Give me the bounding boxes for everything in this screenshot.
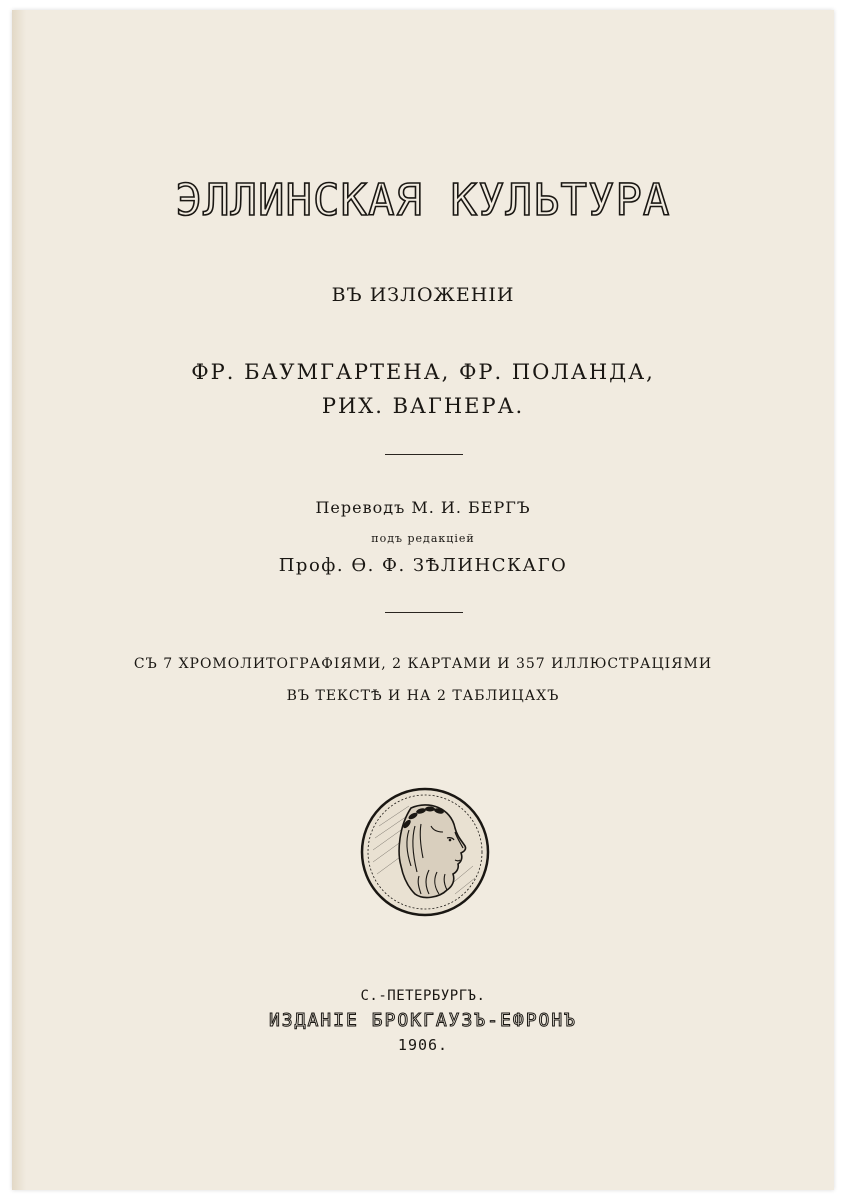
- editor-prefix: подъ редакціей: [371, 532, 475, 545]
- title-page: [12, 10, 834, 1190]
- divider-rule-2: [385, 612, 463, 613]
- publication-year: 1906.: [397, 1036, 449, 1054]
- illustrations-note-1: СЪ 7 ХРОМОЛИТОГРАФІЯМИ, 2 КАРТАМИ И 357 ИЛЛЮСТРАЦІЯМИ: [133, 656, 713, 672]
- authors-line-1: ФР. БАУМГАРТЕНА, ФР. ПОЛАНДА,: [191, 360, 655, 384]
- divider-rule-1: [385, 454, 463, 455]
- authors-line-2: РИХ. ВАГНЕРА.: [321, 394, 525, 418]
- subtitle: ВЪ ИЗЛОЖЕНІИ: [331, 284, 515, 306]
- illustrations-note-2: ВЪ ТЕКСТѢ И НА 2 ТАБЛИЦАХЪ: [286, 688, 560, 704]
- publisher-name: ИЗДАНІЕ БРОКГАУЗЪ-ЕФРОНЪ: [268, 1010, 578, 1031]
- publication-city: С.-ПЕТЕРБУРГЪ.: [360, 988, 486, 1004]
- coin-emblem-icon: [359, 786, 491, 918]
- editor-credit: Проф. Ѳ. Ф. ЗѢЛИНСКАГО: [278, 555, 568, 576]
- book-title-text: ЭЛЛИНСКАЯ КУЛЬТУРА: [175, 175, 671, 226]
- translator-credit: Переводъ М. И. БЕРГЪ: [315, 498, 531, 517]
- book-title: [12, 175, 834, 226]
